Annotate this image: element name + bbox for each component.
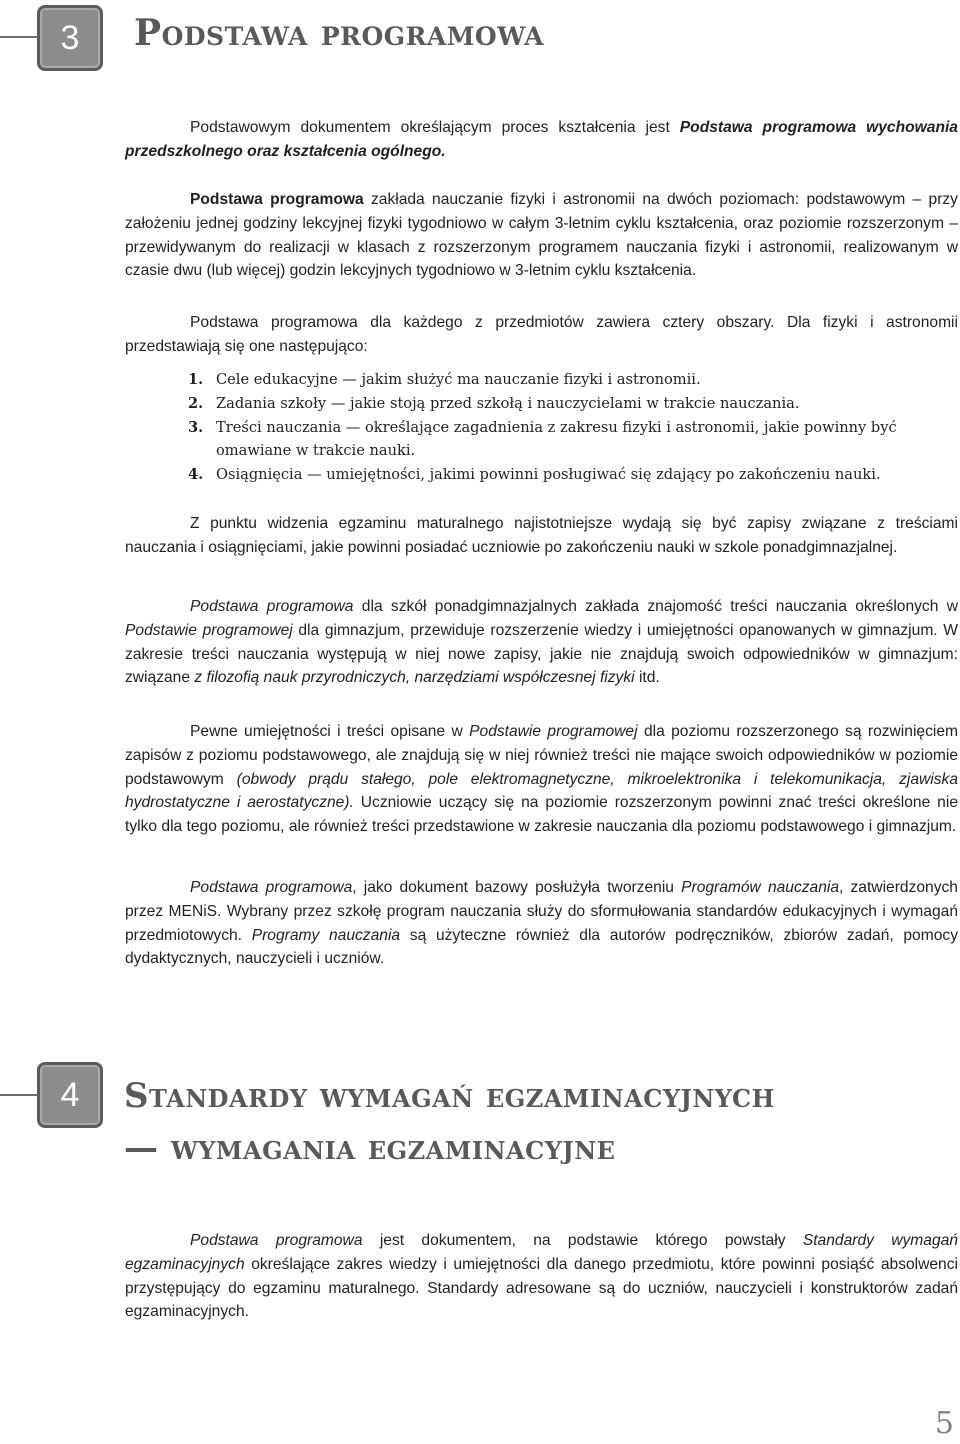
list-item-number: 3. (188, 418, 204, 436)
emphasis: Podstawa programowa (190, 1232, 363, 1249)
emphasis: Programów nauczania (681, 879, 840, 896)
paragraph-text: jest dokumentem, na podstawie którego powstały (362, 1232, 803, 1249)
paragraph-extended-level (125, 720, 958, 839)
list-item-text: Cele edukacyjne — jakim służyć ma nauczanie fizyki i astronomii. (216, 371, 701, 388)
page-number: 5 (934, 1406, 954, 1441)
section-3-number-box: 3 (37, 5, 103, 71)
emphasis: z filozofią nauk przyrodniczych, narzędziami współczesnej fizyki (194, 669, 635, 687)
paragraph-exam-focus: Z punktu widzenia egzaminu maturalnego najistotniejsze wydają się być zapisy związane z treściami nauczania i osiągnięciami, jakie powinni posiadać uczniowie po zakończeniu nauki w szkole ponadgimnazjalnej. (125, 515, 958, 556)
paragraph-levels (125, 188, 958, 283)
section-4-title-line-2: — wymagania egzaminacyjne (124, 1128, 616, 1168)
emphasis: Standardy wymagań egzaminacyjnych (125, 1232, 958, 1273)
paragraph-text: itd. (634, 669, 660, 687)
paragraph-text: dla poziomu rozszerzonego są rozwinięciem zapisów z poziomu podstawowego, ale znajdują się w niej również treści nie mające swoich odpowiedników w poziomie podstawowym (125, 723, 958, 788)
section-4-title-line-1: Standardy wymagań egzaminacyjnych (124, 1076, 775, 1116)
paragraph-text: określające zakres wiedzy i umiejętności dla danego przedmiotu, które powinni posiąść absolwenci przystępujący do egzaminu maturalnego. Standardy adresowane są do uczniów, nauczycieli i konstruktorów zadań egzaminacyjnych. (125, 1255, 958, 1321)
paragraph-text: dla szkół ponadgimnazjalnych zakłada znajomość treści nauczania określonych w (353, 598, 958, 615)
section-4-number-box: 4 (37, 1062, 103, 1128)
intro-paragraph (125, 116, 958, 164)
paragraph-curricula (125, 876, 958, 971)
paragraph-secondary-school (125, 595, 958, 690)
paragraph-areas: Podstawa programowa dla każdego z przedmiotów zawiera cztery obszary. Dla fizyki i astronomii przedstawiają się one następująco: (125, 314, 958, 355)
list-item (188, 416, 958, 464)
paragraph-text: dla gimnazjum, przewiduje rozszerzenie wiedzy i umiejętności opanowanych w gimnazjum. W zakresie treści nauczania występują w niej nowe zapisy, jakie nie znajdują swoich odpowiedników w gimnazjum: związane (125, 621, 958, 687)
section-3-rule (0, 36, 40, 38)
emphasis: Programy nauczania (251, 926, 401, 944)
paragraph-standards (125, 1229, 958, 1324)
paragraph-text: są użyteczne również dla autorów podręczników, zbiorów zadań, pomocy dydaktycznych, nauczycieli i uczniów. (125, 926, 958, 968)
list-item (188, 463, 958, 487)
intro-document-name: Podstawa programowa wychowania przedszkolnego oraz kształcenia ogólnego. (125, 119, 958, 160)
list-item (188, 392, 958, 416)
emphasis: Podstawa programowa (190, 598, 354, 615)
emphasis: (obwody prądu stałego, pole elektromagnetyczne, mikroelektronika i telekomunikacja, zjawiska hydrostatyczne i aerostatyczne). (125, 770, 959, 812)
emphasis: Podstawie programowej (469, 723, 638, 740)
paragraph-text: Uczniowie uczący się na poziomie rozszerzonym powinni znać treści określone nie tylko dla tego poziomu, ale również treści przedstawione w zakresie nauczania dla poziomu podstawowego i gimnazjum. (125, 794, 958, 836)
emphasis: Podstawie programowej (125, 621, 293, 639)
areas-list (188, 368, 958, 487)
list-item-number: 1. (188, 371, 204, 388)
list-item-text: Zadania szkoły — jakie stoją przed szkołą i nauczycielami w trakcie nauczania. (216, 394, 800, 412)
list-item (188, 368, 958, 392)
paragraph-levels-emphasis: Podstawa programowa (190, 191, 364, 208)
emphasis: Podstawa programowa (190, 879, 353, 896)
list-item-text: Treści nauczania — określające zagadnienia z zakresu fizyki i astronomii, jakie powinny być omawiane w trakcie nauki. (216, 418, 897, 460)
list-item-number: 4. (188, 466, 204, 484)
paragraph-text: Pewne umiejętności i treści opisane w (190, 723, 470, 740)
paragraph-text: , jako dokument bazowy posłużyła tworzeniu (352, 879, 682, 896)
list-item-number: 2. (188, 394, 204, 412)
section-4-rule (0, 1094, 40, 1096)
paragraph-text: , zatwierdzonych przez MENiS. Wybrany przez szkołę program nauczania służy do sformułowania standardów edukacyjnych i wymagań przedmiotowych. (125, 879, 958, 944)
section-3-title: Podstawa programowa (134, 12, 545, 54)
intro-text: Podstawowym dokumentem określającym proces kształcenia jest (190, 119, 680, 136)
paragraph-levels-text: zakłada nauczanie fizyki i astronomii na dwóch poziomach: podstawowym – przy założeniu jednej godziny lekcyjnej fizyki tygodniowo w całym 3-letnim cyklu kształcenia, oraz poziomie rozszerzonym – przewidywanym do realizacji w klasach z rozszerzonym programem nauczania fizyki i astronomii, realizowanym w czasie dwu (lub więcej) godzin lekcyjnych tygodniowo w 3-letnim cyklu kształcenia. (125, 191, 958, 280)
list-item-text: Osiągnięcia — umiejętności, jakimi powinni posługiwać się zdający po zakończeniu nauki. (216, 466, 881, 484)
